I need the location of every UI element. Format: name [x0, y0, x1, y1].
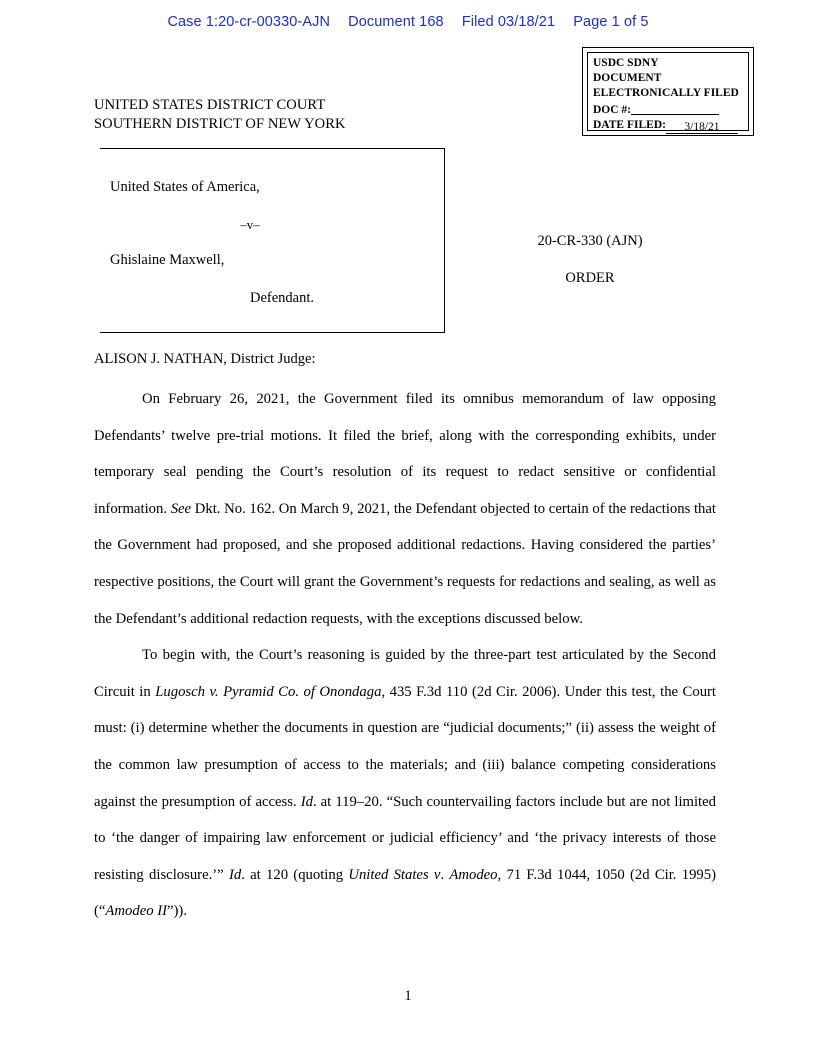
stamp-doc-number-blank — [631, 102, 719, 115]
paragraph-1-part-a: On February 26, 2021, the Government filed its omnibus memorandum of law opposing Defendants’ twelve pre-trial motions. It filed the brief, along with the corresponding exhibits, under temporary seal pending the Court’s resolution of its request to redact sensitive or confidential information. — [94, 391, 716, 517]
stamp-line-usdc-sdny: USDC SDNY — [593, 57, 659, 69]
court-name-block — [94, 96, 346, 134]
court-line-2: SOUTHERN DISTRICT OF NEW YORK — [94, 116, 346, 133]
court-line-1: UNITED STATES DISTRICT COURT — [94, 97, 326, 113]
caption-defendant-name: Ghislaine Maxwell, — [110, 252, 225, 268]
caption-case-number: 20-CR-330 (AJN) — [537, 233, 643, 249]
paragraph-1-part-b: Dkt. No. 162. On March 9, 2021, the Defendant objected to certain of the redactions that the Government had proposed, and she proposed additional redactions. Having considered the parties’ respective positions, the Court will grant the Government’s requests for redactions and sealing, as well as the Defendant’s additional redaction requests, with the exceptions discussed below. — [94, 500, 716, 627]
ecf-filed-date: Filed 03/18/21 — [461, 14, 556, 30]
paragraph-1 — [94, 381, 716, 637]
paragraph-2-citation-us: United States v — [348, 866, 441, 883]
paragraph-2-id-2: Id — [228, 866, 242, 883]
stamp-date-filed-row — [593, 118, 743, 134]
judge-signature-line: ALISON J. NATHAN, District Judge: — [94, 351, 316, 367]
stamp-line-electronically-filed: ELECTRONICALLY FILED — [593, 87, 739, 100]
paragraph-2-citation-amodeo-ii: Amodeo II — [105, 903, 168, 920]
page-number: 1 — [404, 988, 412, 1004]
ecf-header-stamp — [0, 14, 816, 30]
paragraph-2-part-e: . — [440, 866, 450, 883]
stamp-date-filed-label: DATE FILED: — [593, 118, 666, 131]
paragraph-2-citation-amodeo: Amodeo — [449, 866, 498, 883]
caption-defendant-label: Defendant. — [250, 290, 315, 306]
ecf-case-number: Case 1:20-cr-00330-AJN — [167, 14, 331, 30]
document-body — [94, 381, 716, 930]
stamp-date-filed-value: 3/18/21 — [666, 120, 738, 134]
stamp-doc-number-row — [593, 102, 743, 118]
usdc-sdny-filing-stamp — [582, 47, 754, 136]
paragraph-2-part-b: , 435 F.3d 110 (2d Cir. 2006). Under this test, the Court must: (i) determine whether the documents in question are “judicial documents;” (ii) assess the weight of the common law presumption of access to the materials; and (iii) balance competing considerations against the presumption of access. — [94, 683, 717, 810]
paragraph-2-id-1: Id — [300, 793, 313, 810]
paragraph-2-citation-lugosch: Lugosch v. Pyramid Co. of Onondaga — [155, 683, 382, 700]
case-caption-box — [100, 148, 445, 333]
paragraph-2-part-g: ”)). — [167, 903, 187, 920]
caption-plaintiff: United States of America, — [110, 179, 260, 195]
ecf-document-number: Document 168 — [348, 14, 444, 30]
paragraph-2-part-c: . at 119–20. “Such countervailing factors include but are not limited to ‘the danger of impairing law enforcement or judicial efficiency’ and ‘the privacy interests of those resisting disclosure.’” — [94, 793, 716, 883]
stamp-doc-number-label: DOC #: — [593, 103, 632, 116]
caption-versus: –v– — [240, 217, 260, 232]
stamp-line-document: DOCUMENT — [593, 72, 662, 85]
paragraph-2-part-d: . at 120 (quoting — [241, 866, 349, 883]
paragraph-2-part-a: To begin with, the Court’s reasoning is guided by the three-part test articulated by the Second Circuit in — [94, 647, 716, 700]
paragraph-1-see-signal: See — [170, 500, 192, 517]
paragraph-2 — [94, 637, 716, 930]
filing-stamp-inner — [587, 52, 749, 131]
paragraph-2-part-f: , 71 F.3d 1044, 1050 (2d Cir. 1995) (“ — [94, 866, 716, 920]
ecf-page-indicator: Page 1 of 5 — [573, 14, 649, 30]
caption-document-type: ORDER — [565, 270, 615, 286]
